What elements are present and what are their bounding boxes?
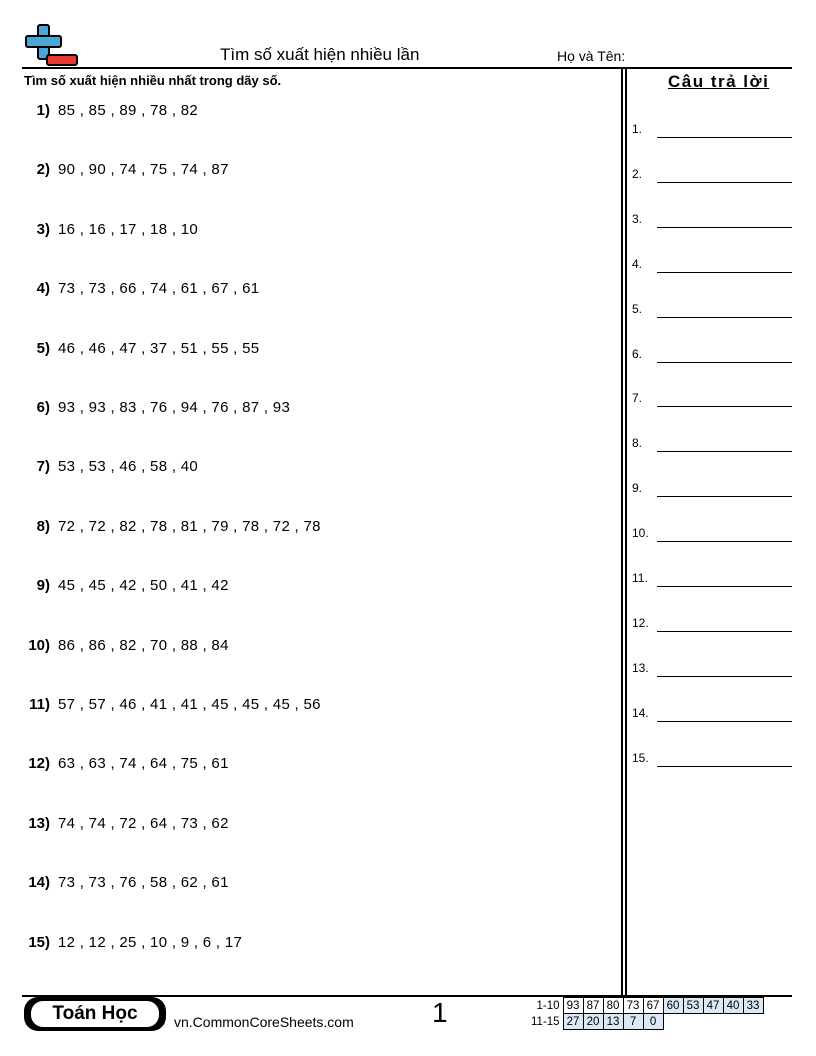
answer-slot[interactable] xyxy=(632,253,792,273)
question-number: 10) xyxy=(28,636,50,654)
answer-line[interactable] xyxy=(657,586,792,587)
answer-key-cell: 0 xyxy=(643,1014,663,1030)
answer-line[interactable] xyxy=(657,272,792,273)
site-url: vn.CommonCoreSheets.com xyxy=(174,1014,354,1030)
answer-key-range: 1-10 xyxy=(536,999,560,1012)
question-values: 16 , 16 , 17 , 18 , 10 xyxy=(58,220,199,238)
answer-line[interactable] xyxy=(657,676,792,677)
logo-icon xyxy=(24,24,80,68)
page-number: 1 xyxy=(432,997,448,1028)
column-divider-right xyxy=(625,67,627,996)
answer-number: 5. xyxy=(632,301,643,316)
question-number: 3) xyxy=(36,220,50,238)
answer-slot[interactable] xyxy=(632,522,792,542)
question-row xyxy=(22,161,229,178)
answer-key-cell: 13 xyxy=(603,1014,623,1030)
answer-key-range: 11-15 xyxy=(531,1015,560,1028)
question-row xyxy=(22,340,259,357)
answer-line[interactable] xyxy=(657,137,792,138)
subject-badge xyxy=(24,997,166,1031)
answer-slot[interactable] xyxy=(632,612,792,632)
answer-number: 2. xyxy=(632,166,643,181)
answer-slot[interactable] xyxy=(632,477,792,497)
answer-line[interactable] xyxy=(657,406,792,407)
question-values: 73 , 73 , 66 , 74 , 61 , 67 , 61 xyxy=(58,280,260,298)
question-row xyxy=(22,755,229,772)
answer-slot[interactable] xyxy=(632,567,792,587)
question-row xyxy=(22,934,242,951)
answer-number: 9. xyxy=(632,481,643,496)
question-values: 86 , 86 , 82 , 70 , 88 , 84 xyxy=(58,636,229,654)
answer-number: 13. xyxy=(632,660,649,675)
question-values: 53 , 53 , 46 , 58 , 40 xyxy=(58,458,199,476)
answer-key-cell: 60 xyxy=(663,998,683,1014)
answer-number: 14. xyxy=(632,705,649,720)
answer-number: 12. xyxy=(632,615,649,630)
answer-key-cell: 93 xyxy=(563,998,583,1014)
answer-key-cell: 7 xyxy=(623,1014,643,1030)
answer-key-cell: 87 xyxy=(583,998,603,1014)
answer-number: 10. xyxy=(632,526,649,541)
answer-key-table xyxy=(528,997,764,1030)
question-values: 57 , 57 , 46 , 41 , 41 , 45 , 45 , 45 , 56 xyxy=(58,696,321,713)
question-row xyxy=(22,102,198,119)
question-row xyxy=(22,280,259,297)
answer-key-cell: 53 xyxy=(683,998,703,1014)
header-divider xyxy=(22,67,792,69)
answer-line[interactable] xyxy=(657,496,792,497)
worksheet-title: Tìm số xuất hiện nhiều lần xyxy=(220,45,420,64)
question-row xyxy=(22,577,229,594)
question-values: 90 , 90 , 74 , 75 , 74 , 87 xyxy=(58,161,229,179)
answer-key-cell: 67 xyxy=(643,998,663,1014)
question-row xyxy=(22,696,321,713)
answer-slot[interactable] xyxy=(632,208,792,228)
instructions: Tìm số xuất hiện nhiều nhất trong dãy số. xyxy=(24,73,282,88)
answer-slot[interactable] xyxy=(632,747,792,767)
question-row xyxy=(22,221,198,238)
answer-line[interactable] xyxy=(657,766,792,767)
question-values: 74 , 74 , 72 , 64 , 73 , 62 xyxy=(58,814,229,832)
answer-number: 15. xyxy=(632,750,649,765)
question-number: 12) xyxy=(28,755,50,773)
answer-key-cell: 80 xyxy=(603,998,623,1014)
question-number: 4) xyxy=(36,280,50,298)
question-number: 14) xyxy=(28,874,50,892)
answer-slot[interactable] xyxy=(632,432,792,452)
question-row xyxy=(22,458,198,475)
question-row xyxy=(22,874,229,891)
answer-slot[interactable] xyxy=(632,343,792,363)
question-number: 8) xyxy=(36,517,50,535)
question-number: 13) xyxy=(28,814,50,832)
answer-key-row xyxy=(528,998,763,1014)
answer-slot[interactable] xyxy=(632,657,792,677)
column-divider-left xyxy=(621,67,623,996)
answer-heading: Câu trả lời xyxy=(668,72,770,91)
answer-number: 3. xyxy=(632,211,643,226)
answer-slot[interactable] xyxy=(632,163,792,183)
question-row xyxy=(22,399,290,416)
question-values: 73 , 73 , 76 , 58 , 62 , 61 xyxy=(58,874,229,892)
answer-key-cell: 27 xyxy=(563,1014,583,1030)
answer-slot[interactable] xyxy=(632,298,792,318)
question-values: 72 , 72 , 82 , 78 , 81 , 79 , 78 , 72 , 78 xyxy=(58,517,321,535)
answer-number: 8. xyxy=(632,436,643,451)
answer-line[interactable] xyxy=(657,227,792,228)
answer-key-cell: 20 xyxy=(583,1014,603,1030)
question-number: 6) xyxy=(36,399,50,416)
question-number: 2) xyxy=(36,161,50,179)
question-values: 63 , 63 , 74 , 64 , 75 , 61 xyxy=(58,755,229,773)
answer-key-cell: 33 xyxy=(743,998,763,1014)
subject-label: Toán Học xyxy=(31,1001,159,1027)
question-number: 7) xyxy=(36,458,50,476)
question-row xyxy=(22,815,229,832)
answer-slot[interactable] xyxy=(632,118,792,138)
answer-key-cell: 73 xyxy=(623,998,643,1014)
question-row xyxy=(22,518,321,535)
answer-number: 11. xyxy=(632,571,648,585)
question-number: 11) xyxy=(29,696,50,713)
answer-number: 6. xyxy=(632,346,643,361)
answer-slot[interactable] xyxy=(632,387,792,407)
answer-number: 4. xyxy=(632,256,643,271)
answer-number: 1. xyxy=(632,122,643,136)
question-row xyxy=(22,637,229,654)
question-values: 85 , 85 , 89 , 78 , 82 xyxy=(58,102,199,119)
answer-line[interactable] xyxy=(657,541,792,542)
answer-line[interactable] xyxy=(657,721,792,722)
answer-line[interactable] xyxy=(657,451,792,452)
question-number: 15) xyxy=(28,933,50,951)
answer-line[interactable] xyxy=(657,631,792,632)
answer-line[interactable] xyxy=(657,317,792,318)
answer-slot[interactable] xyxy=(632,702,792,722)
answer-key-cell: 40 xyxy=(723,998,743,1014)
question-values: 46 , 46 , 47 , 37 , 51 , 55 , 55 xyxy=(58,339,260,357)
answer-line[interactable] xyxy=(657,182,792,183)
question-number: 1) xyxy=(36,102,50,119)
question-number: 9) xyxy=(36,577,50,595)
question-values: 45 , 45 , 42 , 50 , 41 , 42 xyxy=(58,577,229,595)
answer-key-cell: 47 xyxy=(703,998,723,1014)
question-values: 93 , 93 , 83 , 76 , 94 , 76 , 87 , 93 xyxy=(58,399,291,416)
name-label: Họ và Tên: xyxy=(557,48,626,64)
question-values: 12 , 12 , 25 , 10 , 9 , 6 , 17 xyxy=(58,933,243,951)
answer-key-row xyxy=(528,1014,763,1030)
question-number: 5) xyxy=(36,339,50,357)
answer-line[interactable] xyxy=(657,362,792,363)
answer-number: 7. xyxy=(632,391,643,406)
